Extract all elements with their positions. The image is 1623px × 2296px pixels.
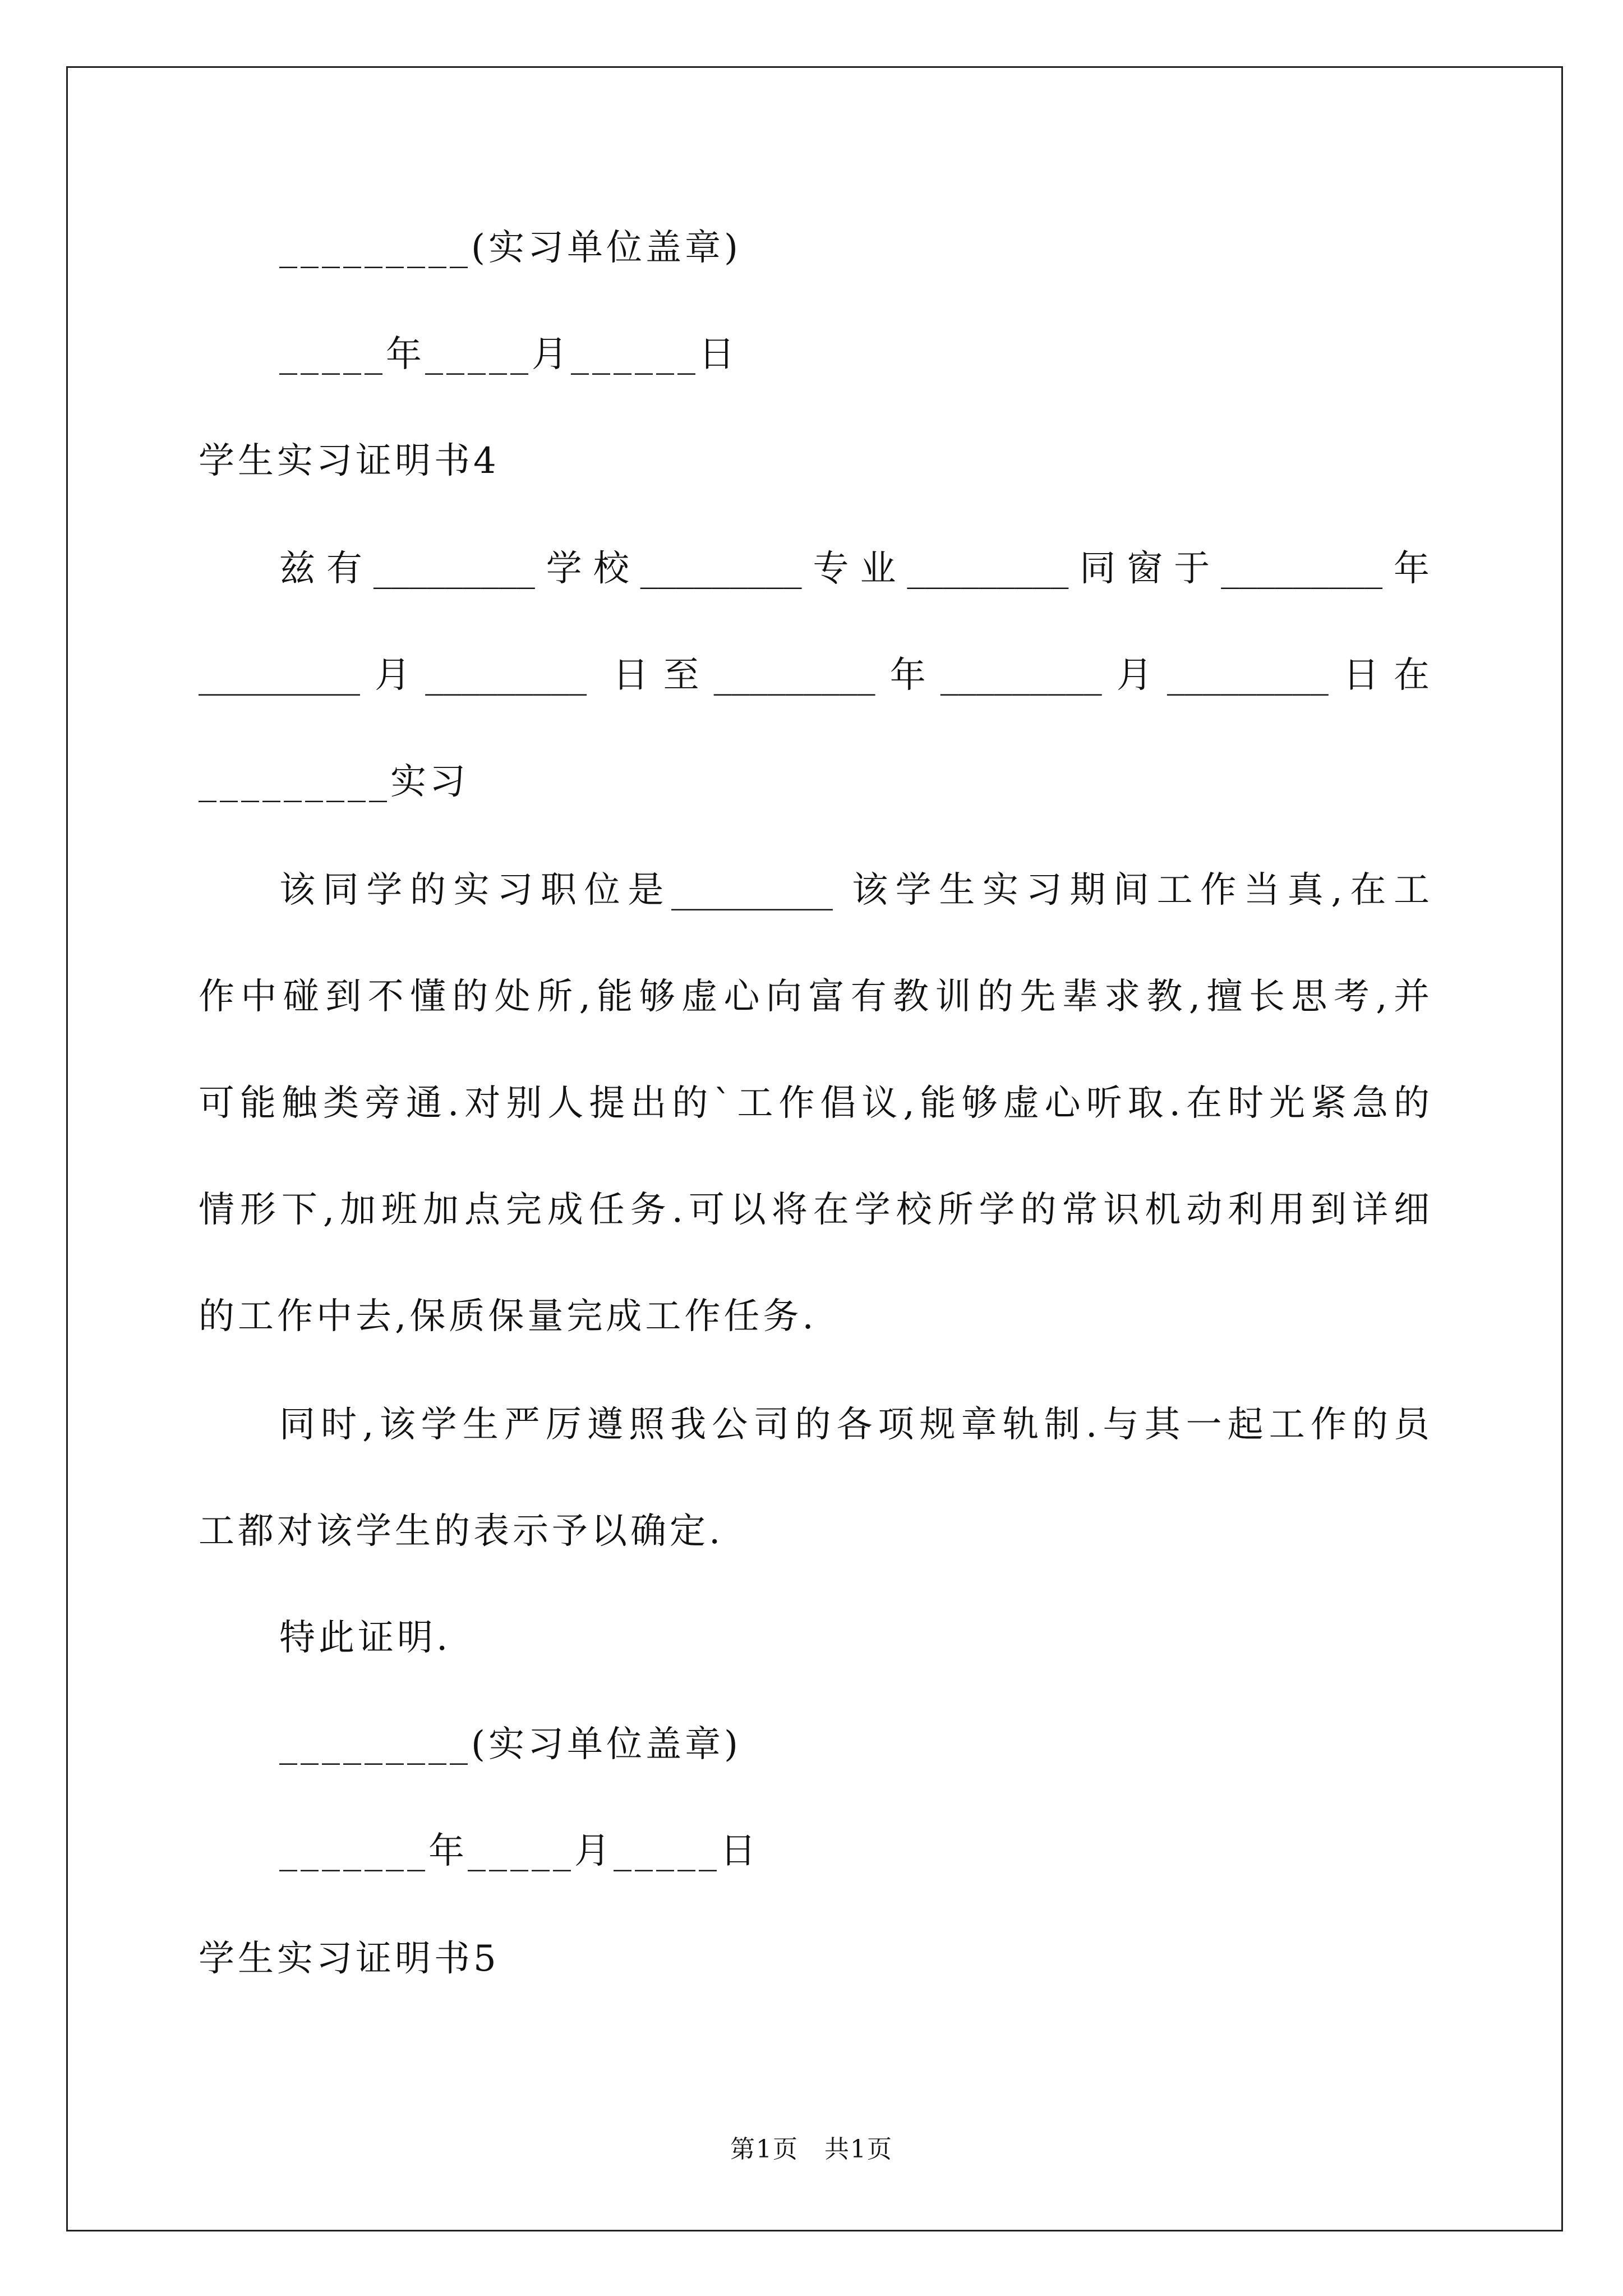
paragraph-line: 兹有_________学校_________专业_________同窗于_________年 — [279, 548, 1430, 590]
seal-line: _________(实习单位盖章) — [279, 227, 741, 269]
section-heading: 学生实习证明书4 — [199, 440, 500, 482]
paragraph-line: 的工作中去,保质保量完成工作任务. — [199, 1296, 817, 1337]
paragraph-line: 可能触类旁通.对别人提出的`工作倡议,能够虚心听取.在时光紧急的 — [199, 1083, 1430, 1124]
date-line: _____年_____月______日 — [279, 334, 738, 375]
paragraph-line: _________实习 — [199, 761, 469, 803]
page-footer: 第1页 共1页 — [730, 2135, 893, 2164]
closing-line: 特此证明. — [279, 1617, 451, 1659]
paragraph-line: 作中碰到不懂的处所,能够虚心向富有教训的先辈求教,擅长思考,并 — [199, 976, 1430, 1018]
seal-line: _________(实习单位盖章) — [279, 1724, 741, 1765]
date-line: _______年_____月_____日 — [279, 1830, 759, 1872]
paragraph-line: 工都对该学生的表示予以确定. — [199, 1511, 724, 1552]
page-border — [66, 66, 1563, 2231]
paragraph-line: 情形下,加班加点完成任务.可以将在学校所学的常识机动利用到详细 — [199, 1189, 1430, 1231]
paragraph-line: 同时,该学生严厉遵照我公司的各项规章轨制.与其一起工作的员 — [279, 1404, 1430, 1446]
paragraph-line: _________月_________ 日至_________年_________月_________日在 — [199, 655, 1430, 696]
section-heading: 学生实习证明书5 — [199, 1938, 500, 1980]
paragraph-line: 该同学的实习职位是_________ 该学生实习期间工作当真,在工 — [279, 869, 1430, 911]
